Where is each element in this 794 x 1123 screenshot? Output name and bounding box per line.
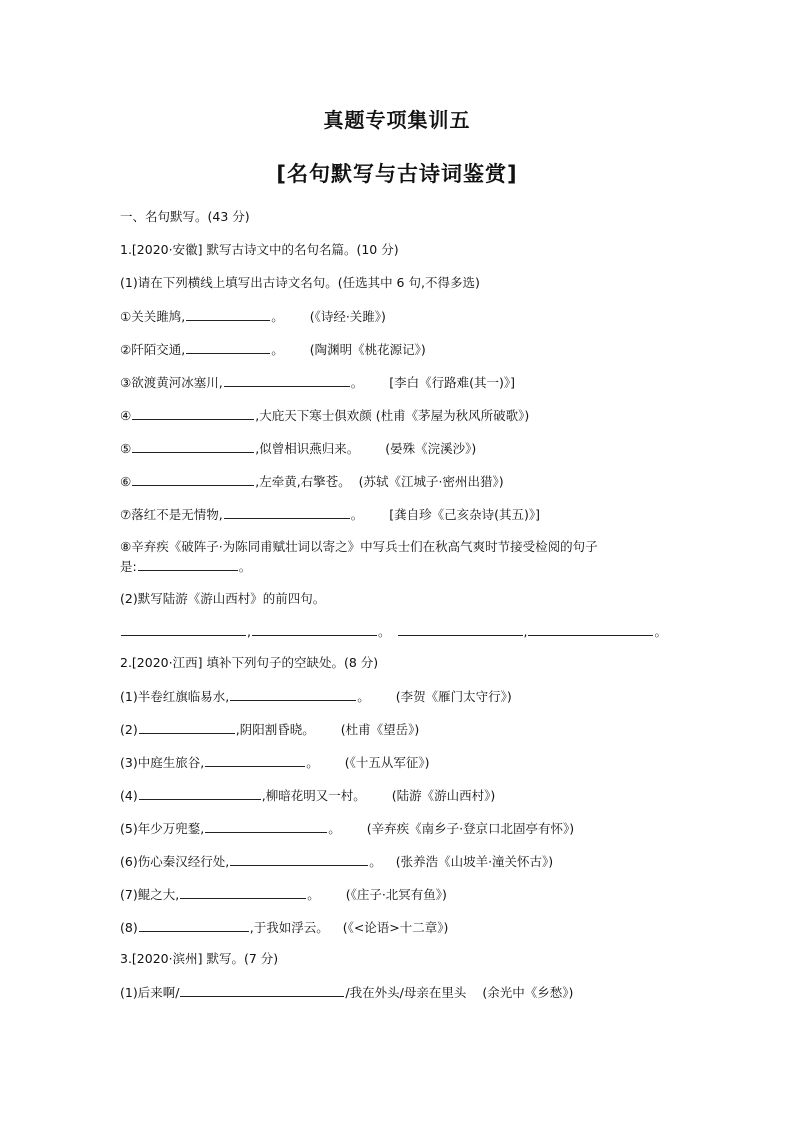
q2-item-4-blank[interactable] <box>139 786 261 800</box>
q2-item-8-post: ,于我如浮云。 <box>249 920 329 935</box>
q1-sub2-comma-1: , <box>247 624 251 639</box>
q2-item-5-blank[interactable] <box>205 819 327 833</box>
q2-item-1-source: (李贺《雁门太守行》) <box>395 689 512 704</box>
q1-item-6-pre: ⑥ <box>120 474 132 489</box>
q1-item-4-source: (杜甫《茅屋为秋风所破歌》) <box>375 408 530 423</box>
q1-sub2-comma-2: , <box>523 624 528 639</box>
q1-item-6 <box>120 472 504 491</box>
q1-item-2-source: (陶渊明《桃花源记》) <box>309 342 426 357</box>
q1-item-2-blank[interactable] <box>186 340 270 354</box>
q1-sub2-blank-4[interactable] <box>528 622 653 636</box>
q1-item-7-blank[interactable] <box>224 505 350 519</box>
q2-item-1-pre: (1)半卷红旗临易水, <box>120 689 230 704</box>
q2-heading: 2.[2020·江西] 填补下列句子的空缺处。(8 分) <box>120 655 379 670</box>
q1-sub2-instruction: (2)默写陆游《游山西村》的前四句。 <box>120 591 326 606</box>
q2-item-3-pre: (3)中庭生旅谷, <box>120 755 205 770</box>
q2-item-1-blank[interactable] <box>230 687 356 701</box>
q1-item-1 <box>120 307 386 326</box>
q2-item-8-source: (《<论语>十二章》) <box>342 920 449 935</box>
q1-item-6-source: (苏轼《江城子·密州出猎》) <box>358 474 504 489</box>
q2-item-6-pre: (6)伤心秦汉经行处, <box>120 854 230 869</box>
q2-item-2-blank[interactable] <box>139 720 235 734</box>
q3-item-1-post: /我在外头/母亲在里头 <box>345 985 467 1000</box>
q1-sub2-period-1: 。 <box>377 624 391 639</box>
q2-item-3-blank[interactable] <box>205 753 305 767</box>
q2-item-4-pre: (4) <box>120 788 138 803</box>
q1-heading: 1.[2020·安徽] 默写古诗文中的名句名篇。(10 分) <box>120 242 399 257</box>
q3-item-1-source: (余光中《乡愁》) <box>482 985 574 1000</box>
q2-item-5-post: 。 <box>328 821 341 836</box>
q2-item-4 <box>120 786 495 805</box>
q1-item-2-post: 。 <box>271 342 284 357</box>
q1-item-5-pre: ⑤ <box>120 441 132 456</box>
q2-item-7-pre: (7)鲲之大, <box>120 887 180 902</box>
q1-item-3-source: [李白《行路难(其一)》] <box>389 375 515 390</box>
q1-item-3-pre: ③欲渡黄河冰塞川, <box>120 375 223 390</box>
q1-item-6-post: ,左牵黄,右擎苍。 <box>255 474 351 489</box>
q1-item-1-blank[interactable] <box>186 307 270 321</box>
q2-item-5-pre: (5)年少万兜鍪, <box>120 821 205 836</box>
q2-item-2-post: ,阴阳割昏晓。 <box>235 722 315 737</box>
q2-item-4-source: (陆游《游山西村》) <box>391 788 496 803</box>
q1-item-8-line1: ⑧辛弃疾《破阵子·为陈同甫赋壮词以寄之》中写兵士们在秋高气爽时节接受检阅的句子 <box>120 539 598 554</box>
q2-item-6 <box>120 852 553 871</box>
q1-item-8-pre: 是: <box>120 559 137 574</box>
q1-item-2-pre: ②阡陌交通, <box>120 342 186 357</box>
q1-item-1-pre: ①关关雎鸠, <box>120 309 186 324</box>
q1-item-5-source: (晏殊《浣溪沙》) <box>385 441 477 456</box>
q1-item-2 <box>120 340 426 359</box>
section-heading: 一、名句默写。(43 分) <box>120 209 250 224</box>
q1-item-8-line2 <box>120 557 251 576</box>
q1-item-7-source: [龚自珍《己亥杂诗(其五)》] <box>389 507 540 522</box>
q2-item-4-post: ,柳暗花明又一村。 <box>261 788 366 803</box>
q1-item-1-post: 。 <box>271 309 284 324</box>
q1-item-7-pre: ⑦落红不是无情物, <box>120 507 223 522</box>
q1-item-5-post: ,似曾相识燕归来。 <box>255 441 360 456</box>
q1-item-6-blank[interactable] <box>132 472 254 486</box>
q1-item-3-post: 。 <box>350 375 364 390</box>
q2-item-6-post: 。 <box>369 854 382 869</box>
q1-sub2-blank-3[interactable] <box>398 622 523 636</box>
q2-item-2-source: (杜甫《望岳》) <box>340 722 420 737</box>
q2-item-3-post: 。 <box>306 755 319 770</box>
page-title: 真题专项集训五 <box>323 108 471 132</box>
q2-item-8-blank[interactable] <box>139 918 249 932</box>
q1-item-8-post: 。 <box>238 559 252 574</box>
q2-item-1-post: 。 <box>357 689 370 704</box>
q1-sub1-instruction: (1)请在下列横线上填写出古诗文名句。(任选其中 6 句,不得多选) <box>120 275 480 290</box>
q1-item-3 <box>120 373 515 392</box>
q1-sub2-answer-line <box>120 622 667 641</box>
q2-item-7-blank[interactable] <box>180 885 306 899</box>
q1-item-7 <box>120 505 540 524</box>
q1-item-7-post: 。 <box>350 507 364 522</box>
q2-item-8-pre: (8) <box>120 920 138 935</box>
q3-item-1-pre: (1)后来啊/ <box>120 985 180 1000</box>
q3-item-1-blank[interactable] <box>180 983 344 997</box>
q1-item-5 <box>120 439 476 458</box>
q2-item-3-source: (《十五从军征》) <box>344 755 430 770</box>
q2-item-5-source: (辛弃疾《南乡子·登京口北固亭有怀》) <box>366 821 575 836</box>
q2-item-8 <box>120 918 448 937</box>
q2-item-3 <box>120 753 429 772</box>
q1-sub2-blank-2[interactable] <box>252 622 377 636</box>
q1-item-8-blank[interactable] <box>138 557 238 571</box>
q1-item-1-source: (《诗经·关雎》) <box>309 309 386 324</box>
q1-item-5-blank[interactable] <box>132 439 254 453</box>
q2-item-7-post: 。 <box>307 887 320 902</box>
q3-item-1 <box>120 983 573 1002</box>
q1-sub2-blank-1[interactable] <box>121 622 246 636</box>
q1-sub2-period-2: 。 <box>654 624 667 639</box>
q1-item-4-post: ,大庇天下寒士俱欢颜 <box>255 408 372 423</box>
page-subtitle: [名句默写与古诗词鉴赏] <box>276 162 518 186</box>
q1-item-4-blank[interactable] <box>132 406 254 420</box>
q2-item-1 <box>120 687 512 706</box>
q1-item-3-blank[interactable] <box>224 373 350 387</box>
q2-item-2-pre: (2) <box>120 722 138 737</box>
q1-item-4 <box>120 406 529 425</box>
q3-heading: 3.[2020·滨州] 默写。(7 分) <box>120 951 279 966</box>
q2-item-2 <box>120 720 419 739</box>
q2-item-6-source: (张养浩《山坡羊·潼关怀古》) <box>395 854 554 869</box>
q2-item-6-blank[interactable] <box>230 852 368 866</box>
q2-item-7 <box>120 885 447 904</box>
q1-item-4-pre: ④ <box>120 408 132 423</box>
q2-item-7-source: (《庄子·北冥有鱼》) <box>345 887 447 902</box>
q2-item-5 <box>120 819 574 838</box>
